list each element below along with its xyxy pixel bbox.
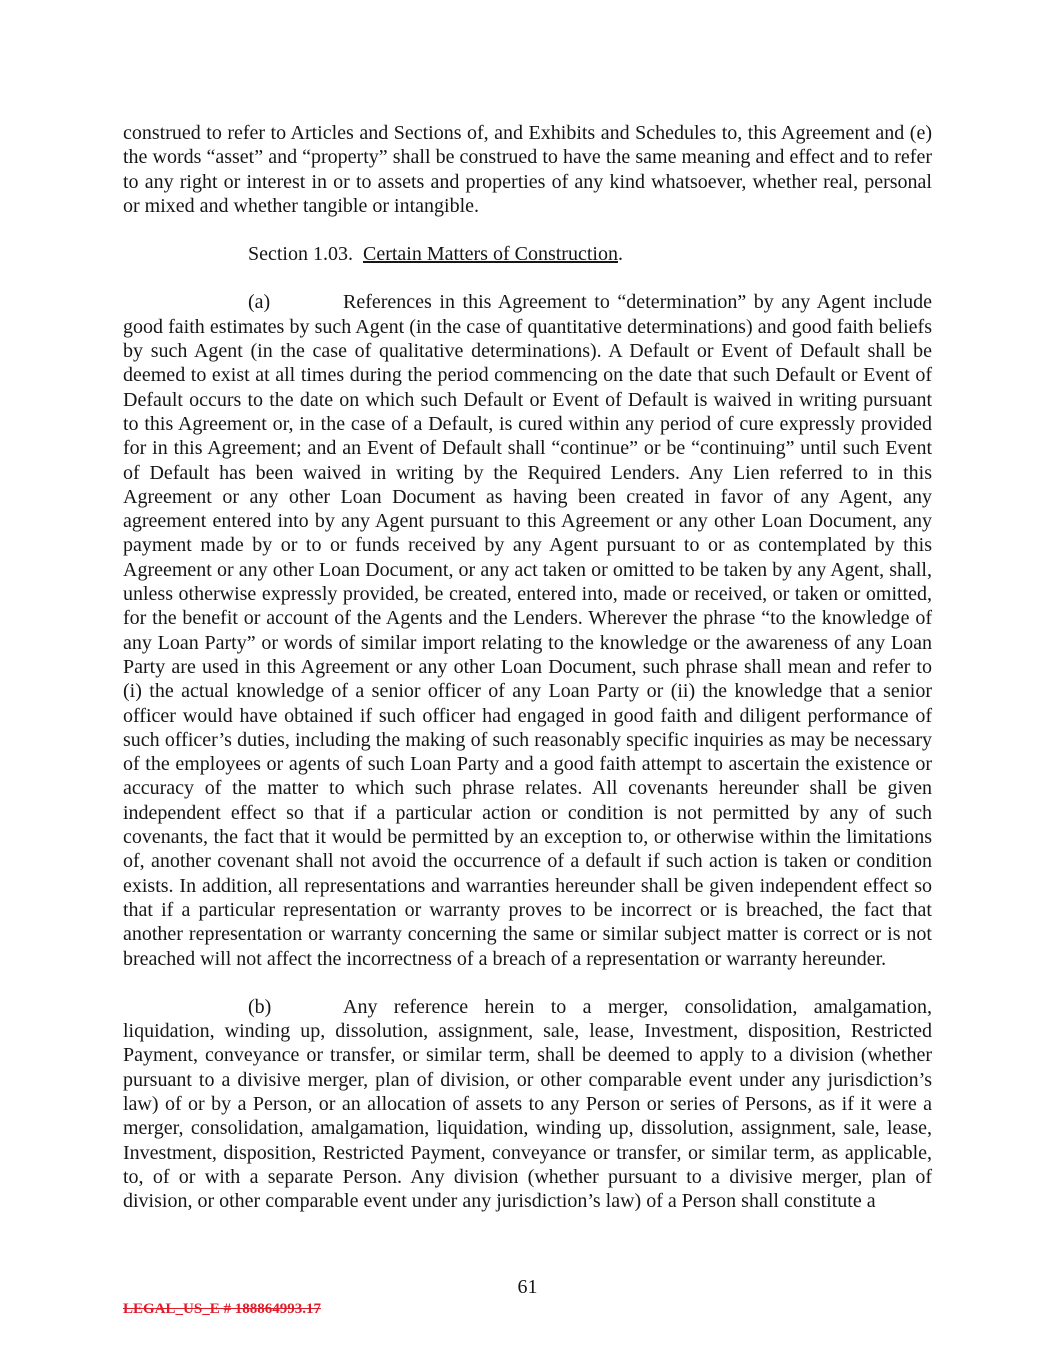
paragraph-a: [123, 290, 932, 970]
page-number: 61: [517, 1276, 538, 1298]
paragraph-b-text: Any reference herein to a merger, consolidation, amalgamation, liquidation, winding up, dissolution, assignment, sale, lease, Investment, disposition, Restricted Payment, conveyance or transfer, or similar term, shall be deemed to apply to a division (whether pursuant to a divisive merger, plan of division, or other comparable event under any jurisdiction’s law) of or by a Person, or an allocation of assets to any Person or series of Persons, as if it were a merger, consolidation, amalgamation, liquidation, winding up, dissolution, assignment, sale, lease, Investment, disposition, Restricted Payment, conveyance or transfer, or similar term, as applicable, to, of or with a separate Person. Any division (whether pursuant to a divisive merger, plan of division, or other comparable event under any jurisdiction’s law) of a Person shall constitute a: [123, 995, 932, 1213]
section-number: Section 1.03.: [248, 243, 353, 266]
paragraph-b-label: (b): [248, 995, 272, 1018]
intro-paragraph: construed to refer to Articles and Sections of, and Exhibits and Schedules to, this Agreement and (e) the words “asset” and “property” shall be construed to have the same meaning and effect and to refer to any right or interest in or to assets and properties of any kind whatsoever, whether real, personal or mixed and whether tangible or intangible.: [123, 122, 932, 217]
paragraph-a-text: References in this Agreement to “determination” by any Agent include good faith estimates by such Agent (in the case of quantitative determinations) and good faith beliefs by such Agent (in the case of qualitative determinations). A Default or Event of Default shall be deemed to exist at all times during the period commencing on the date that such Default or Event of Default occurs to the date on which such Default or Event of Default is waived in writing pursuant to this Agreement or, in the case of a Default, is cured within any period of cure expressly provided for in this Agreement; and an Event of Default shall “continue” or be “continuing” until such Event of Default has been waived in writing by the Required Lenders. Any Lien referred to in this Agreement or any other Loan Document as having been created in favor of any Agent, any agreement entered into by any Agent pursuant to this Agreement or any other Loan Document, any payment made by or to or funds received by any Agent pursuant to or as contemplated by this Agreement or any other Loan Document, or any act taken or omitted to be taken by any Agent, shall, unless otherwise expressly provided, be created, entered into, made or received, or taken or omitted, for the benefit or account of the Agents and the Lenders. Wherever the phrase “to the knowledge of any Loan Party” or words of similar import relating to the knowledge or the awareness of any Loan Party are used in this Agreement or any other Loan Document, such phrase shall mean and refer to (i) the actual knowledge of a senior officer of any Loan Party or (ii) the knowledge that a senior officer would have obtained if such officer had engaged in good faith and diligent performance of such officer’s duties, including the making of such reasonably specific inquiries as may be necessary of the employees or agents of such Loan Party and a good faith attempt to ascertain the existence or accuracy of the matter to which such phrase relates. All covenants hereunder shall be given independent effect so that if a particular action or condition is not permitted by any of such covenants, the fact that it would be permitted by an exception to, or otherwise within the limitations of, another covenant shall not avoid the occurrence of a default if such action is taken or condition exists. In addition, all representations and warranties hereunder shall be given independent effect so that if a particular representation or warranty proves to be incorrect or is breached, the fact that another representation or warranty concerning the same or similar subject matter is correct or is not breached will not affect the incorrectness of a breach of a representation or warranty hereunder.: [123, 291, 932, 970]
section-title-period: .: [617, 243, 623, 266]
paragraph-a-label: (a): [248, 291, 271, 314]
section-title: Certain Matters of Construction: [363, 243, 618, 266]
section-heading: [123, 242, 932, 266]
paragraph-b: [123, 995, 932, 1214]
legal-doc-id-stamp: LEGAL_US_E # 188864993.17: [123, 1301, 321, 1317]
document-body: [123, 121, 932, 1237]
